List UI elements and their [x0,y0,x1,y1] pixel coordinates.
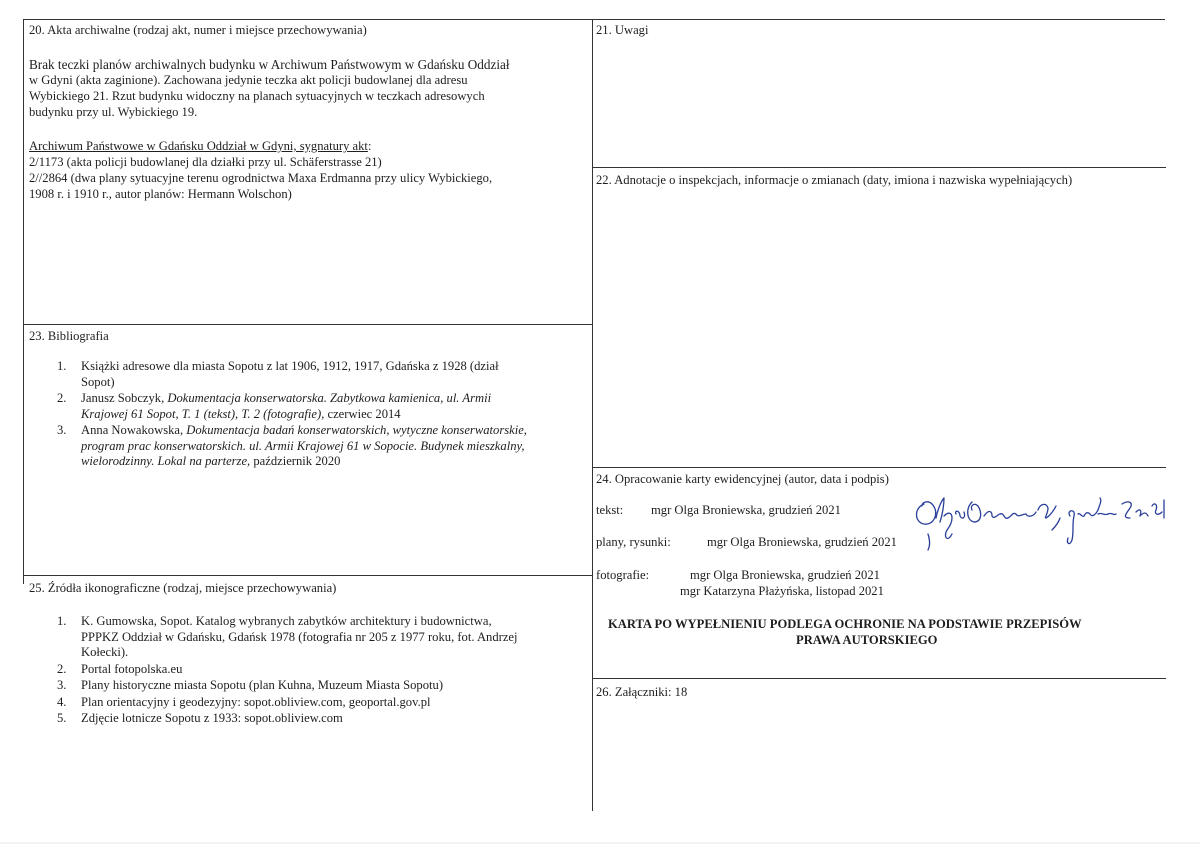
item-text: Kołecki). [81,645,129,659]
handwritten-signature [908,484,1170,556]
section-20-heading: 20. Akta archiwalne (rodzaj akt, numer i miejsce przechowywania) [29,23,367,37]
plany-value: mgr Olga Broniewska, grudzień 2021 [707,535,897,549]
item-number: 3. [57,423,67,437]
item-text: Książki adresowe dla miasta Sopotu z lat 1906, 1912, 1917, Gdańska z 1928 (dział [81,359,499,373]
item-number: 5. [57,711,67,725]
iconography-item [32,678,592,694]
rule-24-26 [592,678,1166,679]
foto-value-2: mgr Katarzyna Płażyńska, listopad 2021 [680,584,884,598]
item-number: 1. [57,359,67,373]
item-title: wielorodzinny. Lokal na parterze, [81,454,251,468]
bibliography-item [32,391,592,422]
foto-label: fotografie: [596,568,650,582]
item-title: Dokumentacja badań konserwatorskich, wytyczne konserwatorskie, [186,423,527,437]
item-text: K. Gumowska, Sopot. Katalog wybranych zabytków architektury i budownictwa, [81,614,492,628]
archive-line [29,139,371,155]
iconography-item [32,695,592,711]
section-20-text-line: w Gdyni (akta zaginione). Zachowana jedynie teczka akt policji budowlanej dla adresu [29,73,468,87]
iconography-item [32,662,592,678]
item-number: 2. [57,661,67,676]
signature-line: 2/1173 (akta policji budowlanej dla działki przy ul. Schäferstrasse 21) [29,155,382,169]
foto-value-1: mgr Olga Broniewska, grudzień 2021 [690,568,880,582]
item-date: październik 2020 [250,454,341,468]
item-text: Portal fotopolska.eu [81,661,183,676]
item-number: 3. [57,678,67,692]
rule-21-22 [592,167,1166,168]
item-text: PPPKZ Oddział w Gdańsku, Gdańsk 1978 (fotografia nr 205 z 1977 roku, fot. Andrzej [81,629,518,644]
center-rule [592,19,593,811]
bibliography-item [32,359,592,390]
top-rule [23,19,1165,20]
section-21-heading: 21. Uwagi [596,23,649,37]
iconography-item [32,614,592,661]
section-20-text-line: Brak teczki planów archiwalnych budynku w Archiwum Państwowym w Gdańsku Oddział [29,57,510,72]
item-text: Anna Nowakowska, [81,423,187,437]
item-text: Plan orientacyjny i geodezyjny: sopot.obliview.com, geoportal.gov.pl [81,694,431,709]
item-number: 1. [57,614,67,628]
item-title: program prac konserwatorskich. ul. Armii Krajowej 61 w Sopocie. Budynek mieszkalny, [81,438,525,453]
bibliography-list [32,359,592,471]
item-text: Janusz Sobczyk, [81,391,168,405]
section-24-heading: 24. Opracowanie karty ewidencyjnej (autor, data i podpis) [596,472,889,486]
bibliography-item [32,423,592,470]
copyright-notice-line-1: KARTA PO WYPEŁNIENIU PODLEGA OCHRONIE NA PODSTAWIE PRZEPISÓW [608,617,1082,631]
scan-edge [0,842,1200,844]
item-number: 4. [57,694,67,709]
signature-line: 1908 r. i 1910 r., autor planów: Hermann Wolschon) [29,187,292,201]
rule-23-25 [23,575,593,576]
iconography-item [32,711,592,727]
signature-line: 2//2864 (dwa plany sytuacyjne terenu ogrodnictwa Maxa Erdmanna przy ulicy Wybickiego, [29,171,493,185]
section-20-text-line: Wybickiego 21. Rzut budynku widoczny na planach sytuacyjnych w teczkach adresowych [29,89,485,103]
left-rule [23,19,24,584]
rule-22-24 [592,467,1166,468]
item-date: czerwiec 2014 [324,406,401,421]
section-25-heading: 25. Źródła ikonograficzne (rodzaj, miejsce przechowywania) [29,581,337,595]
archive-label: Archiwum Państwowe w Gdańsku Oddział w Gdyni, sygnatury akt [29,139,368,153]
item-text: Sopot) [81,374,115,389]
section-20-text-line: budynku przy ul. Wybickiego 19. [29,105,198,119]
item-title: Krajowej 61 Sopot, T. 1 (tekst), T. 2 (fotografie), [81,406,325,421]
section-22-heading: 22. Adnotacje o inspekcjach, informacje o zmianach (daty, imiona i nazwiska wypełniających) [596,173,1073,187]
iconography-list [32,614,592,728]
item-text: Zdjęcie lotnicze Sopotu z 1933: sopot.obliview.com [81,711,343,725]
copyright-notice-line-2: PRAWA AUTORSKIEGO [796,633,938,647]
section-26-heading: 26. Załączniki: 18 [596,685,688,699]
tekst-label: tekst: [596,503,624,517]
item-title: Dokumentacja konserwatorska. Zabytkowa kamienica, ul. Armii [167,391,492,405]
item-number: 2. [57,391,67,405]
tekst-value: mgr Olga Broniewska, grudzień 2021 [651,503,841,517]
plany-label: plany, rysunki: [596,535,671,549]
archive-colon: : [367,139,372,153]
item-text: Plany historyczne miasta Sopotu (plan Kuhna, Muzeum Miasta Sopotu) [81,678,444,692]
rule-20-23 [23,324,593,325]
section-23-heading: 23. Bibliografia [29,329,109,343]
